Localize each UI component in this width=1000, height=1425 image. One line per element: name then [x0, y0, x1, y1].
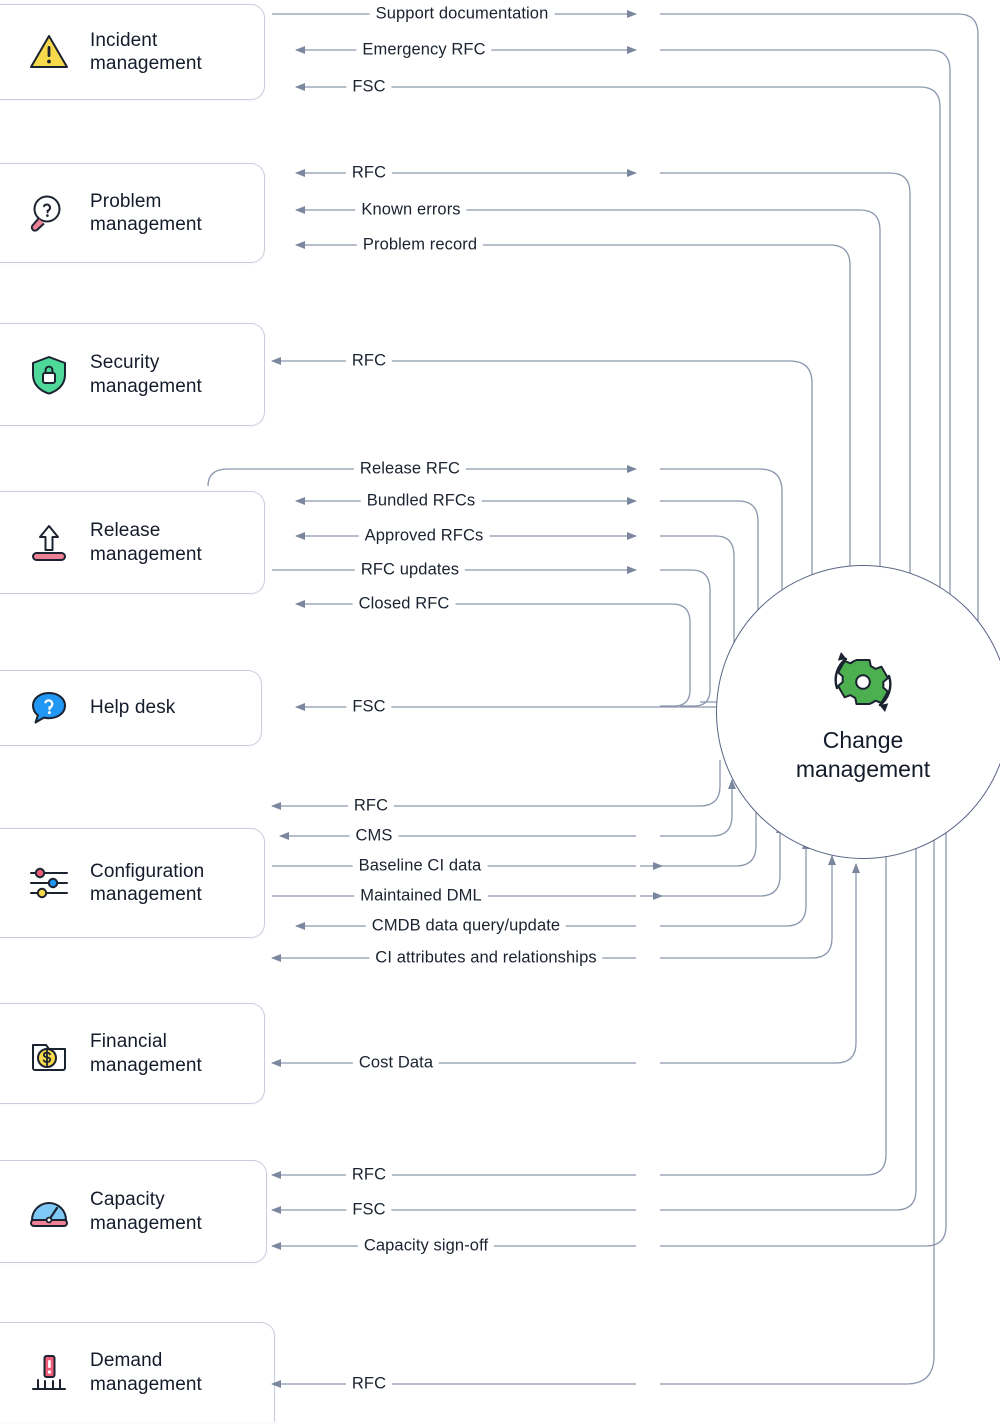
node-label: Problem management — [90, 190, 202, 235]
edge-label-cost-data: Cost Data — [353, 1054, 439, 1073]
edge-label-emergency-rfc: Emergency RFC — [356, 41, 491, 60]
edge-label-support-documentation: Support documentation — [370, 5, 555, 24]
edge-label-rfc-problem: RFC — [346, 164, 392, 183]
hub-label: Change management — [795, 727, 931, 782]
node-label: Security management — [90, 352, 202, 397]
edge-label-fsc-helpdesk: FSC — [346, 698, 391, 717]
node-label: Incident management — [90, 29, 202, 74]
edge-label-bundled-rfcs: Bundled RFCs — [361, 492, 482, 511]
node-label: Financial management — [90, 1031, 202, 1076]
edge-label-baseline-ci-data: Baseline CI data — [353, 857, 488, 876]
hub-change-management[interactable] — [716, 565, 1000, 859]
edge-label-rfc-configuration: RFC — [348, 797, 394, 816]
node-label: Help desk — [90, 697, 176, 719]
edge-label-ci-attributes-and-relationships: CI attributes and relationships — [369, 949, 602, 968]
gear-refresh-icon — [815, 640, 911, 724]
edge-label-capacity-sign-off: Capacity sign-off — [358, 1237, 494, 1256]
edge-label-rfc-updates: RFC updates — [355, 561, 465, 580]
edge-label-rfc-capacity: RFC — [346, 1166, 392, 1185]
edge-label-approved-rfcs: Approved RFCs — [359, 527, 490, 546]
edge-label-problem-record: Problem record — [357, 236, 483, 255]
edge-label-rfc-demand: RFC — [346, 1375, 392, 1394]
edge-label-fsc-incident: FSC — [346, 78, 391, 97]
edge-label-fsc-capacity: FSC — [346, 1201, 391, 1220]
edge-label-cmdb-data-query-update: CMDB data query/update — [366, 917, 566, 936]
edge-label-rfc-security: RFC — [346, 352, 392, 371]
edge-label-cms: CMS — [350, 827, 399, 846]
node-label: Release management — [90, 520, 202, 565]
node-label: Demand management — [90, 1350, 202, 1395]
node-label: Capacity management — [90, 1189, 202, 1234]
edge-label-maintained-dml: Maintained DML — [354, 887, 488, 906]
edge-label-known-errors: Known errors — [355, 201, 466, 220]
node-label: Configuration management — [90, 860, 205, 905]
edge-label-release-rfc: Release RFC — [354, 460, 466, 479]
edge-label-closed-rfc: Closed RFC — [353, 595, 456, 614]
